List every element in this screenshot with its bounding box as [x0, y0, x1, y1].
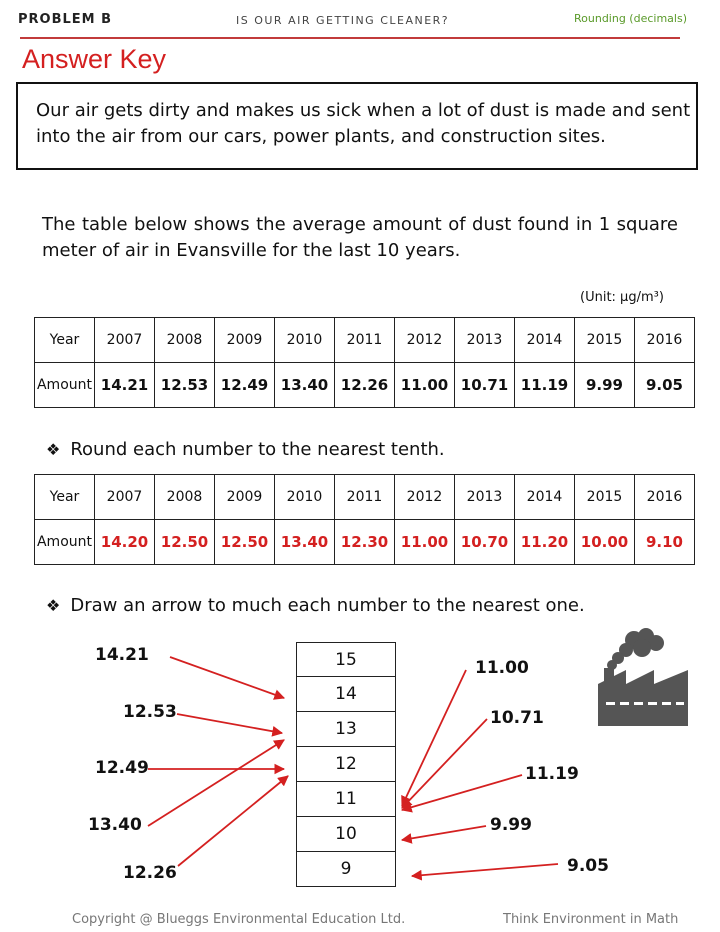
amount-header: Amount	[35, 363, 95, 408]
year-cell: 2009	[215, 318, 275, 363]
year-cell: 2009	[215, 475, 275, 520]
year-header: Year	[35, 318, 95, 363]
instruction-text: Round each number to the nearest tenth.	[70, 439, 445, 460]
number-box: 13	[296, 712, 396, 747]
year-cell: 2011	[335, 475, 395, 520]
arrow-10-71	[402, 719, 487, 808]
worksheet-title: IS OUR AIR GETTING CLEANER?	[236, 14, 450, 27]
amount-cell: 13.40	[275, 363, 335, 408]
year-cell: 2008	[155, 318, 215, 363]
answer-cell: 11.00	[395, 520, 455, 565]
problem-label: PROBLEM B	[18, 12, 113, 27]
slogan-text: Think Environment in Math	[503, 912, 679, 927]
year-cell: 2015	[575, 475, 635, 520]
decimal-label: 12.53	[123, 702, 177, 722]
amount-cell: 11.00	[395, 363, 455, 408]
diamond-bullet-icon: ❖	[46, 440, 61, 459]
amount-cell: 9.99	[575, 363, 635, 408]
decimal-label: 9.99	[490, 815, 532, 835]
amount-cell: 12.53	[155, 363, 215, 408]
year-cell: 2015	[575, 318, 635, 363]
diamond-bullet-icon: ❖	[46, 596, 61, 615]
instruction-text: Draw an arrow to much each number to the nearest one.	[70, 595, 585, 616]
arrow-11-00	[402, 670, 466, 806]
answer-cell: 14.20	[95, 520, 155, 565]
year-cell: 2014	[515, 475, 575, 520]
number-box: 11	[296, 782, 396, 817]
arrow-11-19	[402, 775, 522, 810]
arrow-9-05	[412, 864, 558, 876]
decimal-label: 13.40	[88, 815, 142, 835]
year-header: Year	[35, 475, 95, 520]
amount-cell: 10.71	[455, 363, 515, 408]
description-text: The table below shows the average amount of dust found in 1 square meter of air in Evansville for the last 10 years.	[42, 214, 678, 261]
amount-cell: 12.49	[215, 363, 275, 408]
amount-cell: 11.19	[515, 363, 575, 408]
amount-cell: 12.26	[335, 363, 395, 408]
year-cell: 2007	[95, 318, 155, 363]
year-cell: 2012	[395, 475, 455, 520]
decimal-label: 10.71	[490, 708, 544, 728]
amount-cell: 9.05	[635, 363, 695, 408]
answer-cell: 12.50	[215, 520, 275, 565]
copyright-text: Copyright @ Blueggs Environmental Education Ltd.	[72, 912, 406, 927]
answer-cell: 13.40	[275, 520, 335, 565]
topic-label: Rounding (decimals)	[574, 12, 687, 25]
decimal-label: 12.49	[95, 758, 149, 778]
year-cell: 2011	[335, 318, 395, 363]
intro-text: Our air gets dirty and makes us sick when a lot of dust is made and sent into the air from our cars, power plants, and construction sites.	[36, 100, 691, 147]
number-box: 14	[296, 677, 396, 712]
amount-header: Amount	[35, 520, 95, 565]
year-cell: 2007	[95, 475, 155, 520]
year-cell: 2016	[635, 318, 695, 363]
answer-cell: 11.20	[515, 520, 575, 565]
decimal-label: 11.00	[475, 658, 529, 678]
year-cell: 2014	[515, 318, 575, 363]
answer-cell: 9.10	[635, 520, 695, 565]
answer-key-heading: Answer Key	[22, 44, 167, 74]
year-cell: 2010	[275, 475, 335, 520]
answer-cell: 12.50	[155, 520, 215, 565]
number-box: 15	[296, 642, 396, 677]
year-cell: 2010	[275, 318, 335, 363]
decimal-label: 11.19	[525, 764, 579, 784]
arrow-12-53	[177, 714, 282, 733]
number-box: 9	[296, 852, 396, 887]
year-cell: 2016	[635, 475, 695, 520]
amount-cell: 14.21	[95, 363, 155, 408]
answer-cell: 10.00	[575, 520, 635, 565]
arrow-13-40	[148, 740, 284, 826]
decimal-label: 14.21	[95, 645, 149, 665]
decimal-label: 9.05	[567, 856, 609, 876]
unit-label: (Unit: µg/m³)	[580, 290, 664, 305]
number-box: 10	[296, 817, 396, 852]
year-cell: 2008	[155, 475, 215, 520]
arrow-12-26	[178, 776, 288, 866]
number-box: 12	[296, 747, 396, 782]
year-cell: 2013	[455, 475, 515, 520]
year-cell: 2012	[395, 318, 455, 363]
decimal-label: 12.26	[123, 863, 177, 883]
year-cell: 2013	[455, 318, 515, 363]
answer-cell: 12.30	[335, 520, 395, 565]
arrow-9-99	[402, 826, 486, 840]
factory-icon	[596, 626, 688, 728]
answer-cell: 10.70	[455, 520, 515, 565]
arrow-14-21	[170, 657, 284, 698]
